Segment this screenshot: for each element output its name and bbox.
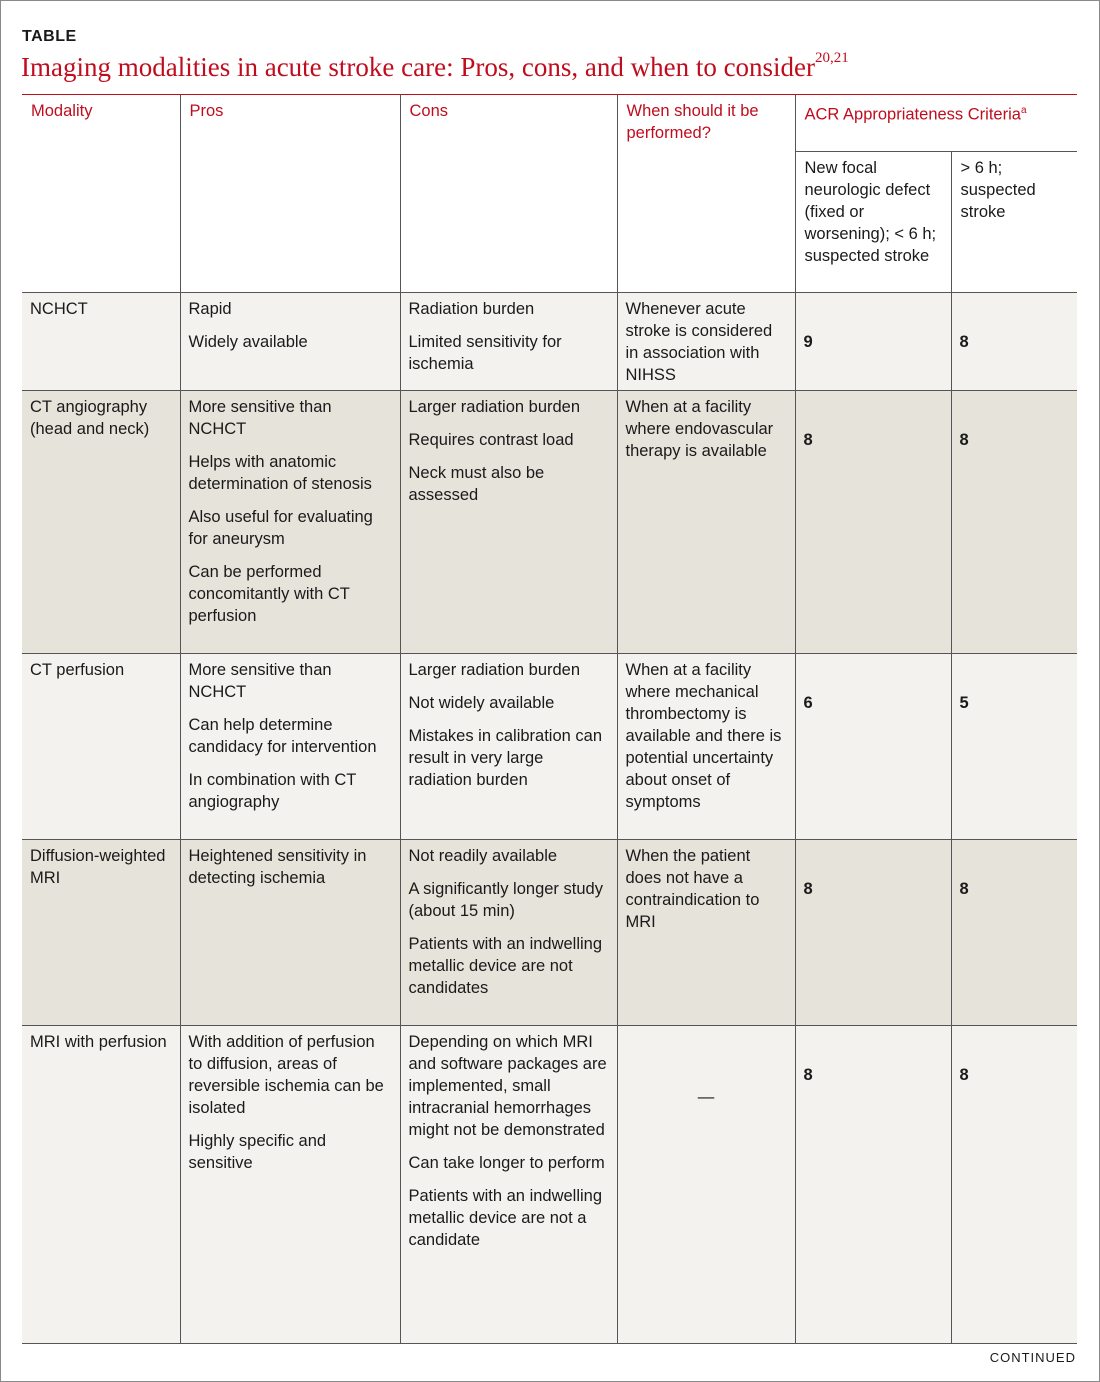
table-row: [22, 293, 1077, 391]
acr-score-under-6h: 8: [795, 1026, 951, 1344]
modality-cell: Diffusion-weighted MRI: [22, 840, 180, 1026]
acr-score-over-6h: 8: [951, 1026, 1077, 1344]
modality-cell: CT angiography (head and neck): [22, 391, 180, 654]
cons-item: Can take longer to perform: [408, 1154, 605, 1172]
cons-cell: [400, 1026, 617, 1344]
cons-item: Not widely available: [408, 694, 555, 712]
pros-cell: [180, 654, 400, 840]
continued-label: CONTINUED: [989, 1350, 1076, 1365]
pros-cell: [180, 840, 400, 1026]
header-acr-under-6h: New focal neurologic defect (fixed or worsening); < 6 h; suspected stroke: [795, 152, 951, 293]
acr-score-over-6h: 8: [951, 840, 1077, 1026]
table-row: [22, 391, 1077, 654]
pros-item: Also useful for evaluating for aneurysm: [188, 508, 373, 548]
pros-item: Can be performed concomitantly with CT perfusion: [188, 563, 350, 625]
cons-item: Limited sensitivity for ischemia: [408, 333, 562, 373]
cons-cell: [400, 840, 617, 1026]
pros-cell: [180, 1026, 400, 1344]
cons-item: Larger radiation burden: [408, 661, 581, 679]
header-modality: Modality: [22, 95, 180, 293]
header-when: When should it be performed?: [617, 95, 795, 293]
cons-cell: [400, 293, 617, 391]
pros-cell: [180, 391, 400, 654]
header-acr: [795, 95, 1077, 152]
table-row: [22, 654, 1077, 840]
pros-item: More sensitive than NCHCT: [188, 398, 332, 438]
table-title: [21, 52, 849, 83]
modality-cell: MRI with perfusion: [22, 1026, 180, 1344]
pros-item: More sensitive than NCHCT: [188, 661, 332, 701]
header-acr-over-6h: > 6 h; suspected stroke: [951, 152, 1077, 293]
acr-score-over-6h: 5: [951, 654, 1077, 840]
acr-score-under-6h: 9: [795, 293, 951, 391]
pros-item: Can help determine candidacy for intervention: [188, 716, 377, 756]
table-row: [22, 1026, 1077, 1344]
modality-cell: CT perfusion: [22, 654, 180, 840]
pros-item: Helps with anatomic determination of stenosis: [188, 453, 372, 493]
acr-score-under-6h: 8: [795, 391, 951, 654]
cons-item: Requires contrast load: [408, 431, 574, 449]
when-cell: When the patient does not have a contraindication to MRI: [617, 840, 795, 1026]
cons-item: Larger radiation burden: [408, 398, 581, 416]
when-cell: Whenever acute stroke is considered in association with NIHSS: [617, 293, 795, 391]
table-row: [22, 840, 1077, 1026]
cons-item: Depending on which MRI and software packages are implemented, small intracranial hemorrhages might not be demonstrated: [408, 1033, 607, 1139]
pros-item: In combination with CT angiography: [188, 771, 357, 811]
imaging-modalities-table: [22, 94, 1077, 1344]
pros-cell: [180, 293, 400, 391]
when-cell: When at a facility where endovascular therapy is available: [617, 391, 795, 654]
table-title-text: Imaging modalities in acute stroke care: Pros, cons, and when to consider: [21, 52, 816, 82]
pros-item: Highly specific and sensitive: [188, 1132, 327, 1172]
acr-score-under-6h: 6: [795, 654, 951, 840]
cons-item: Patients with an indwelling metallic device are not a candidate: [408, 1187, 603, 1249]
cons-cell: [400, 654, 617, 840]
acr-score-under-6h: 8: [795, 840, 951, 1026]
header-acr-sup: a: [1020, 105, 1027, 116]
cons-item: Mistakes in calibration can result in very large radiation burden: [408, 727, 603, 789]
table-label: TABLE: [22, 28, 77, 45]
pros-item: Rapid: [188, 300, 232, 318]
modality-cell: NCHCT: [22, 293, 180, 391]
cons-item: Neck must also be assessed: [408, 464, 545, 504]
when-cell: —: [617, 1026, 795, 1344]
header-cons: Cons: [400, 95, 617, 293]
pros-item: Heightened sensitivity in detecting ischemia: [188, 847, 367, 887]
when-cell: When at a facility where mechanical thrombectomy is available and there is potential uncertainty about onset of symptoms: [617, 654, 795, 840]
cons-item: A significantly longer study (about 15 min): [408, 880, 603, 920]
cons-item: Not readily available: [408, 847, 558, 865]
acr-score-over-6h: 8: [951, 391, 1077, 654]
pros-item: Widely available: [188, 333, 308, 351]
header-pros: Pros: [180, 95, 400, 293]
cons-cell: [400, 391, 617, 654]
cons-item: Radiation burden: [408, 300, 535, 318]
acr-score-over-6h: 8: [951, 293, 1077, 391]
header-acr-text: ACR Appropriateness Criteria: [804, 105, 1021, 124]
pros-item: With addition of perfusion to diffusion, areas of reversible ischemia can be isolated: [188, 1033, 384, 1117]
title-references: 20,21: [815, 50, 849, 66]
cons-item: Patients with an indwelling metallic device are not candidates: [408, 935, 603, 997]
